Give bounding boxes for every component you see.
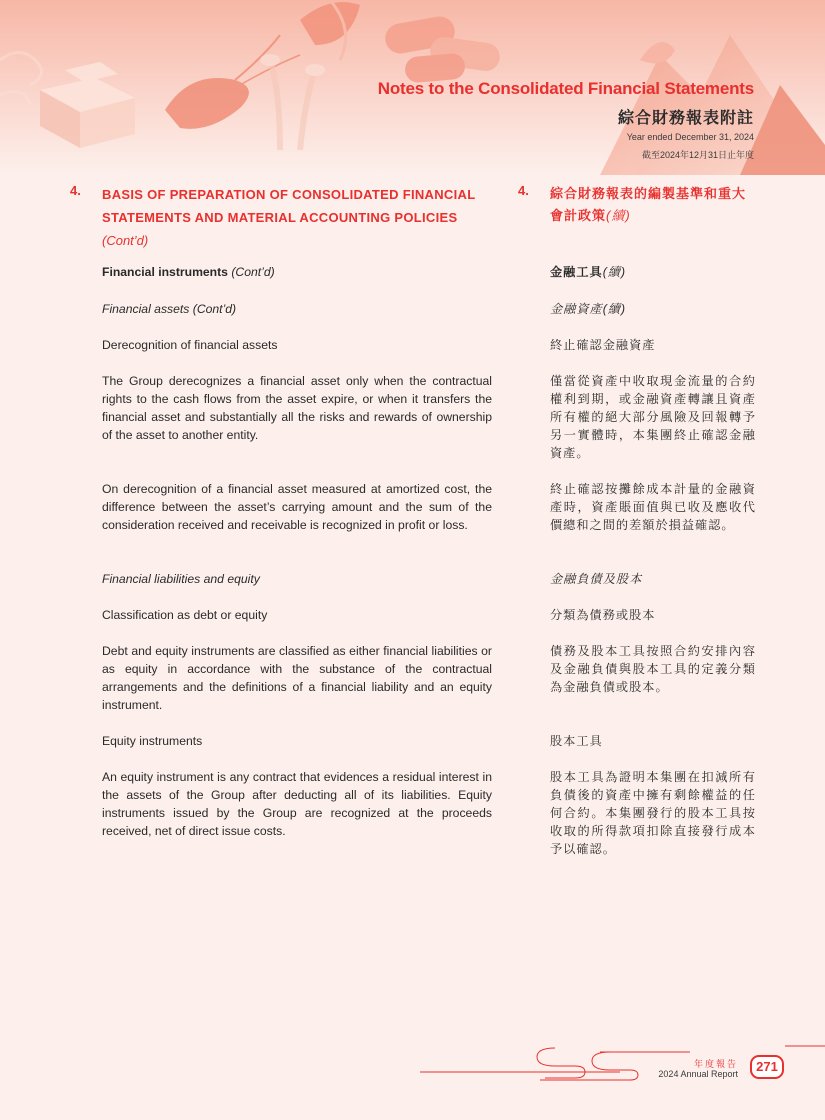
section-title-chinese: [550, 183, 756, 227]
section-number: 4.: [70, 183, 81, 198]
subheading-cont-chinese: (續): [602, 265, 627, 279]
footer-report-label-chinese: 年度報告: [693, 1059, 738, 1069]
section-cont-label: (Cont’d): [102, 233, 149, 248]
section-number-chinese: 4.: [518, 183, 529, 198]
page-number: 271: [750, 1055, 784, 1079]
subheading-financial-instruments: [102, 263, 492, 281]
paragraph-equity-instruments-chinese: 股本工具為證明本集團在扣減所有負債後的資產中擁有剩餘權益的任何合約。本集團發行的股本工具按收取的所得款項扣除直接發行成本予以確認。: [550, 770, 756, 856]
page-title-chinese: 綜合財務報表附註: [617, 110, 754, 127]
paragraph-classification-chinese: 債務及股本工具按照合約安排內容及金融負債與股本工具的定義分類為金融負債或股本。: [550, 644, 756, 694]
paragraph-derecognition-2: On derecognition of a financial asset measured at amortized cost, the difference between the asset’s carrying amount and the sum of the consideration received and receivable is recognized in profit or loss.: [102, 482, 492, 532]
subheading-cont: (Cont’d): [231, 265, 275, 279]
page-title: Notes to the Consolidated Financial Statements: [377, 79, 754, 98]
subheading-financial-liabilities: Financial liabilities and equity: [102, 572, 260, 586]
paragraph-classification: Debt and equity instruments are classified as either financial liabilities or as equity in accordance with the substance of the contractual arrangements and the definitions of a financial liability and an equity instrument.: [102, 644, 492, 712]
subheading-financial-instruments-chinese: [550, 263, 756, 281]
subheading-equity-instruments-chinese: 股本工具: [550, 734, 603, 748]
period-label-chinese: 截至2024年12月31日止年度: [641, 150, 754, 160]
subheading-financial-liabilities-chinese: 金融負債及股本: [550, 572, 643, 586]
subheading-classification-chinese: 分類為債務或股本: [550, 608, 656, 622]
subheading-financial-assets-chinese: 金融資產(續): [550, 302, 627, 316]
section-title-chinese-text: 綜合財務報表的編製基準和重大會計政策: [550, 186, 747, 223]
paragraph-equity-instruments: An equity instrument is any contract that evidences a residual interest in the assets of the Group after deducting all of its liabilities. Equity instruments issued by the Group are recognized at the proceeds received, net of direct issue costs.: [102, 770, 492, 838]
subheading-text-chinese: 金融工具: [550, 265, 603, 279]
section-title-text: BASIS OF PREPARATION OF CONSOLIDATED FINANCIAL STATEMENTS AND MATERIAL ACCOUNTING POLICIES: [102, 187, 476, 225]
subheading-derecognition-chinese: 終止確認金融資產: [550, 338, 656, 352]
paragraph-derecognition-1: The Group derecognizes a financial asset only when the contractual rights to the cash flows from the asset expire, or when it transfers the financial asset and substantially all the risks and rewards of ownership of the asset to another entity.: [102, 374, 492, 442]
paragraph-derecognition-2-chinese: 終止確認按攤餘成本計量的金融資產時，資產賬面值與已收及應收代價總和之間的差額於損益確認。: [550, 482, 756, 532]
subheading-derecognition: Derecognition of financial assets: [102, 338, 278, 352]
section-title: [102, 183, 492, 252]
period-label: Year ended December 31, 2024: [626, 132, 754, 142]
subheading-text: Financial instruments: [102, 265, 228, 279]
subheading-equity-instruments: Equity instruments: [102, 734, 203, 748]
footer-report-label: 2024 Annual Report: [658, 1069, 738, 1079]
subheading-classification: Classification as debt or equity: [102, 608, 268, 622]
paragraph-derecognition-1-chinese: 僅當從資產中收取現金流量的合約權利到期，或金融資產轉讓且資產所有權的絕大部分風險及回報轉予另一實體時，本集團終止確認金融資產。: [550, 374, 756, 460]
section-cont-label-chinese: (續): [606, 208, 631, 223]
subheading-financial-assets: Financial assets (Cont’d): [102, 302, 237, 316]
